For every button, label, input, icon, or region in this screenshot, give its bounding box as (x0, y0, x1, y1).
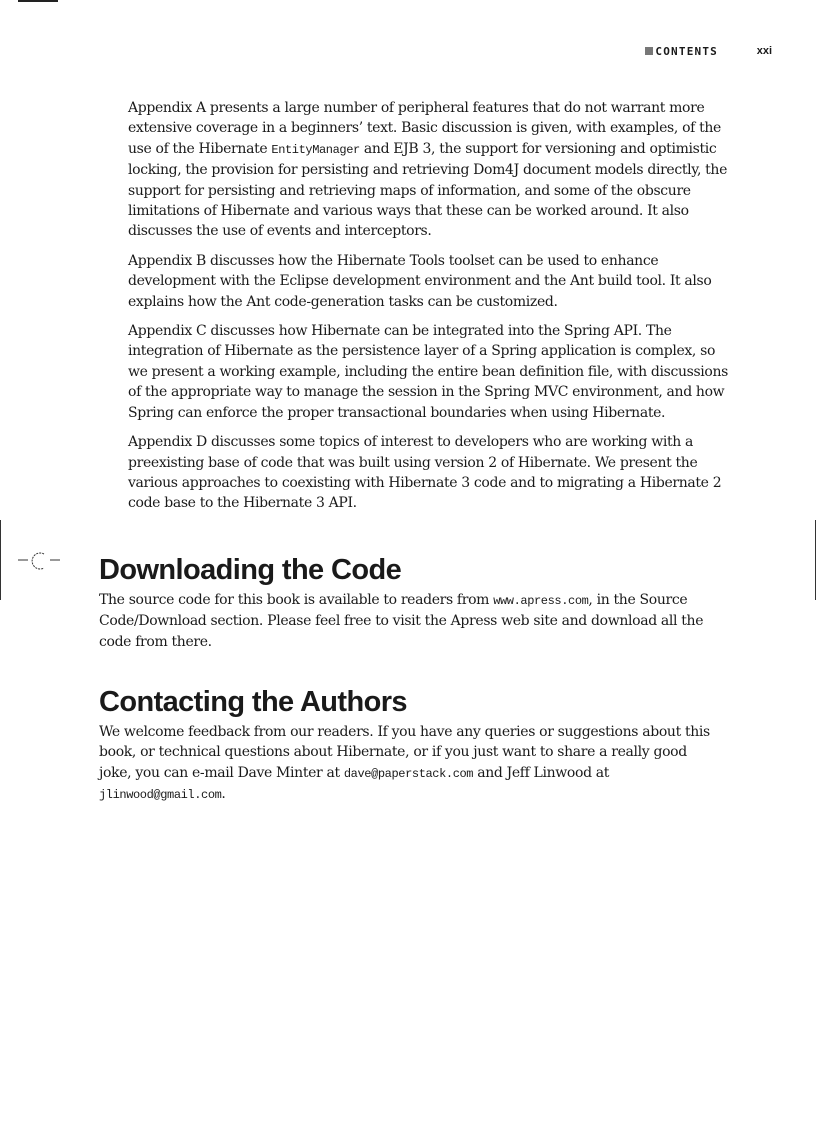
email-dave-link[interactable]: dave@paperstack.com (343, 766, 474, 781)
crop-mark-left (0, 520, 1, 600)
appendix-a-text-1: Appendix A presents a large number of peripheral features that do not warrant more extensive coverage in a beginners’ text. Basic discussion is given, with examples, of the use of the Hibernate (128, 100, 721, 157)
crop-mark-top (18, 0, 58, 2)
running-header (0, 43, 816, 63)
code-entitymanager: EntityManager (271, 142, 360, 157)
appendix-a-paragraph (128, 98, 728, 242)
contacting-text-1: We welcome feedback from our readers. If you have any queries or suggestions about this book, or technical questions about Hibernate, or if you just want to share a really good joke, you can e-mail Dave Minter at (99, 724, 710, 781)
apress-link[interactable]: www.apress.com (493, 594, 589, 608)
appendix-d-paragraph: Appendix D discusses some topics of interest to developers who are working with a preexisting base of code that was built using version 2 of Hibernate. We present the various approaches to coexisting with Hibernate 3 code and to migrating a Hibernate 2 code base to the Hibernate 3 API. (128, 434, 722, 512)
downloading-section (99, 553, 719, 661)
page-number: xxi (756, 45, 772, 57)
contacting-paragraph (99, 722, 719, 806)
email-jeff-link[interactable]: jlinwood@gmail.com (99, 788, 222, 803)
appendix-b-paragraph: Appendix B discusses how the Hibernate Tools toolset can be used to enhance development with the Eclipse development environment and the Ant build tool. It also explains how the Ant code-generation tasks can be customized. (128, 252, 712, 310)
downloading-paragraph (99, 590, 719, 652)
registration-mark-icon (18, 548, 62, 578)
header-section-title (645, 45, 718, 58)
contacting-text-3: . (221, 786, 226, 803)
header-section-label: CONTENTS (655, 45, 718, 58)
contacting-section (99, 685, 719, 815)
downloading-text-1: The source code for this book is available to readers from (99, 592, 494, 608)
contacting-text-2: and Jeff Linwood at (473, 764, 610, 781)
appendix-a-text-2: and EJB 3, the support for versioning and optimistic locking, the provision for persisting and retrieving Dom4J document models directly, the support for persisting and retrieving maps of information, and some of the obscure limitations of Hibernate and various ways that these can be worked around. It also discusses the use of events and interceptors. (128, 140, 728, 240)
contacting-heading: Contacting the Authors (99, 686, 407, 718)
downloading-text-2: , in the Source Code/Download section. Please feel free to visit the Apress web site and download all the code from there. (99, 592, 704, 650)
appendix-c-paragraph: Appendix C discusses how Hibernate can be integrated into the Spring API. The integration of Hibernate as the persistence layer of a Spring application is complex, so we present a working example, including the entire bean definition file, with discussions of the appropriate way to manage the session in the Spring MVC environment, and how Spring can enforce the proper transactional boundaries when using Hibernate. (128, 323, 728, 421)
appendix-descriptions (128, 98, 728, 523)
bullet-square-icon (645, 47, 653, 55)
downloading-heading: Downloading the Code (99, 554, 402, 586)
